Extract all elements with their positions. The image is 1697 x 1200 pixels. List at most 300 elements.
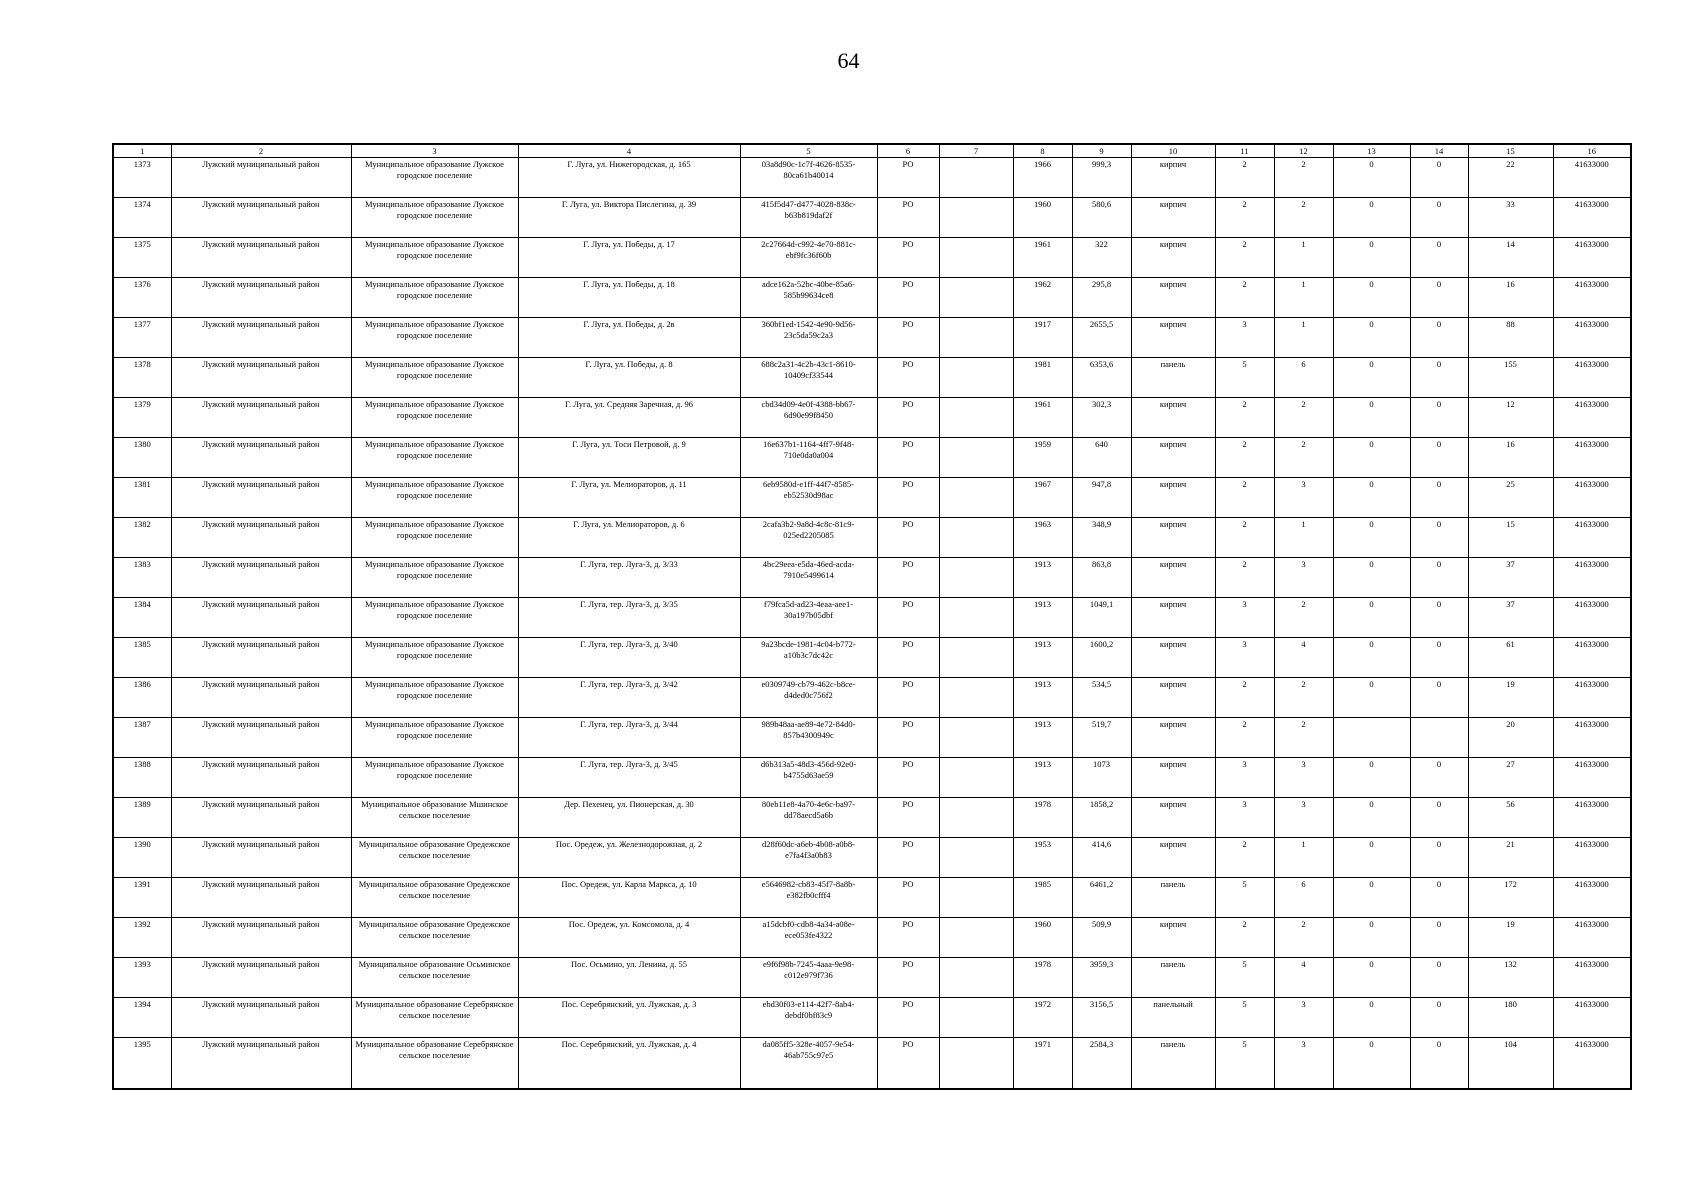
column-number-header: 3 — [351, 144, 518, 158]
table-cell: кирпич — [1131, 158, 1215, 198]
table-cell: 302,3 — [1072, 398, 1131, 438]
table-cell — [939, 158, 1013, 198]
table-cell: 0 — [1410, 318, 1468, 358]
table-row — [113, 798, 1631, 838]
table-cell: 1381 — [113, 478, 171, 518]
table-cell: e9f6f98b-7245-4aaa-9e98-c012e979f736 — [740, 958, 877, 998]
table-cell: 0 — [1410, 878, 1468, 918]
table-cell: 1385 — [113, 638, 171, 678]
table-cell: панель — [1131, 358, 1215, 398]
table-cell: 1966 — [1013, 158, 1072, 198]
table-cell: 37 — [1468, 598, 1553, 638]
table-row — [113, 198, 1631, 238]
table-cell: 5 — [1215, 878, 1274, 918]
table-cell: 19 — [1468, 918, 1553, 958]
table-cell: кирпич — [1131, 598, 1215, 638]
table-cell: Муниципальное образование Лужское городское поселение — [351, 718, 518, 758]
table-cell: кирпич — [1131, 758, 1215, 798]
table-cell: 509,9 — [1072, 918, 1131, 958]
table-cell: 22 — [1468, 158, 1553, 198]
column-number-header: 8 — [1013, 144, 1072, 158]
table-cell: кирпич — [1131, 678, 1215, 718]
table-cell: 41633000 — [1553, 518, 1631, 558]
table-cell: 3 — [1274, 1038, 1333, 1090]
table-cell: 2 — [1215, 438, 1274, 478]
table-row — [113, 238, 1631, 278]
table-cell: РО — [877, 958, 939, 998]
table-cell: 640 — [1072, 438, 1131, 478]
table-cell: Муниципальное образование Лужское городское поселение — [351, 478, 518, 518]
table-cell: 3 — [1215, 638, 1274, 678]
table-cell: 41633000 — [1553, 278, 1631, 318]
table-cell: 0 — [1410, 638, 1468, 678]
table-cell: 6eb9580d-e1ff-44f7-8585-eb52530d98ac — [740, 478, 877, 518]
table-cell: 2584,3 — [1072, 1038, 1131, 1090]
table-row — [113, 838, 1631, 878]
table-cell: 3 — [1215, 598, 1274, 638]
table-cell: 0 — [1410, 518, 1468, 558]
table-cell: 0 — [1333, 998, 1410, 1038]
table-header-row — [113, 144, 1631, 158]
table-cell: 15 — [1468, 518, 1553, 558]
table-cell: 2 — [1215, 398, 1274, 438]
table-cell: Г. Луга, ул. Победы, д. 18 — [518, 278, 740, 318]
table-cell: 2 — [1215, 918, 1274, 958]
table-cell: 0 — [1333, 1038, 1410, 1090]
table-cell: панель — [1131, 1038, 1215, 1090]
table-cell: 4 — [1274, 958, 1333, 998]
table-cell: 6 — [1274, 878, 1333, 918]
table-cell: adce162a-52bc-40be-85a6-585b99634ce8 — [740, 278, 877, 318]
table-cell: РО — [877, 838, 939, 878]
table-cell: 688c2a31-4c2b-43c1-8610-10409cf33544 — [740, 358, 877, 398]
table-cell: 2 — [1215, 278, 1274, 318]
table-cell: РО — [877, 1038, 939, 1090]
table-cell: f79fca5d-ad23-4eaa-aee1-30a197b05dbf — [740, 598, 877, 638]
table-cell: 16 — [1468, 278, 1553, 318]
table-cell: Муниципальное образование Серебрянское сельское поселение — [351, 1038, 518, 1090]
table-cell: 1960 — [1013, 198, 1072, 238]
table-cell: Лужский муниципальный район — [171, 238, 351, 278]
table-cell: 2 — [1215, 198, 1274, 238]
table-cell: Муниципальное образование Лужское городское поселение — [351, 198, 518, 238]
table-cell: Г. Луга, ул. Победы, д. 17 — [518, 238, 740, 278]
table-cell: 415f5d47-d477-4028-838c-b63b819daf2f — [740, 198, 877, 238]
table-cell: 1382 — [113, 518, 171, 558]
table-cell: 5 — [1215, 998, 1274, 1038]
table-cell: 3 — [1274, 478, 1333, 518]
table-row — [113, 918, 1631, 958]
table-cell: РО — [877, 438, 939, 478]
table-cell: РО — [877, 358, 939, 398]
table-cell: 1386 — [113, 678, 171, 718]
table-cell: 180 — [1468, 998, 1553, 1038]
table-cell: 2 — [1274, 158, 1333, 198]
table-cell: Лужский муниципальный район — [171, 598, 351, 638]
table-cell: кирпич — [1131, 718, 1215, 758]
table-cell: 0 — [1410, 158, 1468, 198]
table-cell: 1373 — [113, 158, 171, 198]
column-number-header: 1 — [113, 144, 171, 158]
table-cell: 519,7 — [1072, 718, 1131, 758]
table-cell: 0 — [1333, 958, 1410, 998]
table-cell: Лужский муниципальный район — [171, 638, 351, 678]
table-row — [113, 998, 1631, 1038]
table-cell: 41633000 — [1553, 798, 1631, 838]
table-row — [113, 478, 1631, 518]
table-cell: Лужский муниципальный район — [171, 198, 351, 238]
table-cell: Г. Луга, ул. Тоси Петровой, д. 9 — [518, 438, 740, 478]
table-cell: 3 — [1274, 998, 1333, 1038]
table-cell: Г. Луга, ул. Виктора Пислегина, д. 39 — [518, 198, 740, 238]
table-cell: 4 — [1274, 638, 1333, 678]
table-cell: 0 — [1333, 518, 1410, 558]
table-cell: 172 — [1468, 878, 1553, 918]
table-cell: 1387 — [113, 718, 171, 758]
table-cell: 3 — [1215, 758, 1274, 798]
table-cell: 0 — [1333, 638, 1410, 678]
table-cell: 0 — [1410, 198, 1468, 238]
table-cell — [939, 678, 1013, 718]
table-cell: Лужский муниципальный район — [171, 998, 351, 1038]
table-cell: РО — [877, 278, 939, 318]
table-cell: d6b313a5-48d3-456d-92e0-b4755d63ae59 — [740, 758, 877, 798]
table-cell: 0 — [1333, 558, 1410, 598]
table-cell: 1981 — [1013, 358, 1072, 398]
table-cell: кирпич — [1131, 558, 1215, 598]
table-cell: 1972 — [1013, 998, 1072, 1038]
table-cell: панельный — [1131, 998, 1215, 1038]
table-cell: 1390 — [113, 838, 171, 878]
table-row — [113, 958, 1631, 998]
table-cell — [939, 958, 1013, 998]
table-cell: Муниципальное образование Оредежское сельское поселение — [351, 878, 518, 918]
table-cell: 41633000 — [1553, 998, 1631, 1038]
table-cell: кирпич — [1131, 318, 1215, 358]
table-cell: Муниципальное образование Лужское городское поселение — [351, 438, 518, 478]
table-cell: 27 — [1468, 758, 1553, 798]
table-cell — [939, 838, 1013, 878]
table-cell: 348,9 — [1072, 518, 1131, 558]
table-cell: кирпич — [1131, 478, 1215, 518]
table-cell: панель — [1131, 878, 1215, 918]
table-cell: Муниципальное образование Лужское городское поселение — [351, 518, 518, 558]
table-cell: 3 — [1215, 798, 1274, 838]
table-cell: 0 — [1410, 958, 1468, 998]
table-row — [113, 638, 1631, 678]
table-cell: 1391 — [113, 878, 171, 918]
table-cell: 1913 — [1013, 638, 1072, 678]
column-number-header: 4 — [518, 144, 740, 158]
table-cell: 0 — [1410, 358, 1468, 398]
table-cell: кирпич — [1131, 278, 1215, 318]
table-cell — [939, 758, 1013, 798]
table-cell: Лужский муниципальный район — [171, 478, 351, 518]
table-cell: 132 — [1468, 958, 1553, 998]
table-cell: Муниципальное образование Оредежское сельское поселение — [351, 838, 518, 878]
table-cell: Лужский муниципальный район — [171, 838, 351, 878]
table-cell: РО — [877, 478, 939, 518]
column-number-header: 9 — [1072, 144, 1131, 158]
table-cell: 41633000 — [1553, 758, 1631, 798]
table-cell: 2c27664d-c992-4e70-881c-ebf9fc36f60b — [740, 238, 877, 278]
table-cell — [939, 278, 1013, 318]
table-cell: 19 — [1468, 678, 1553, 718]
column-number-header: 11 — [1215, 144, 1274, 158]
table-cell: кирпич — [1131, 918, 1215, 958]
register-table — [112, 143, 1632, 1090]
table-row — [113, 438, 1631, 478]
table-cell: 1600,2 — [1072, 638, 1131, 678]
table-cell — [939, 718, 1013, 758]
table-cell: Г. Луга, тер. Луга-3, д. 3/35 — [518, 598, 740, 638]
table-cell — [939, 638, 1013, 678]
table-cell: 1 — [1274, 838, 1333, 878]
table-cell: 1 — [1274, 238, 1333, 278]
table-cell: 863,8 — [1072, 558, 1131, 598]
table-cell: кирпич — [1131, 438, 1215, 478]
table-cell — [939, 358, 1013, 398]
table-cell: 41633000 — [1553, 398, 1631, 438]
table-cell — [939, 318, 1013, 358]
table-cell: 989b48aa-ae89-4e72-84d0-857b4300949c — [740, 718, 877, 758]
table-cell: e5646982-cb83-45f7-8a8b-e382fb0cfff4 — [740, 878, 877, 918]
table-cell: 41633000 — [1553, 958, 1631, 998]
table-cell: Муниципальное образование Лужское городское поселение — [351, 638, 518, 678]
table-cell: РО — [877, 678, 939, 718]
table-row — [113, 558, 1631, 598]
table-cell: d28f60dc-a6eb-4b08-a0b8-e7fa4f3a0b83 — [740, 838, 877, 878]
table-cell: Г. Луга, ул. Мелиораторов, д. 6 — [518, 518, 740, 558]
table-cell: Лужский муниципальный район — [171, 518, 351, 558]
table-cell: 2 — [1215, 718, 1274, 758]
table-cell: Пос. Осьмино, ул. Ленина, д. 55 — [518, 958, 740, 998]
table-cell: 41633000 — [1553, 838, 1631, 878]
table-cell: 2 — [1215, 158, 1274, 198]
table-cell: 1383 — [113, 558, 171, 598]
table-cell: 0 — [1333, 878, 1410, 918]
column-number-header: 13 — [1333, 144, 1410, 158]
table-cell: cbd34d09-4e0f-4388-bb67-6d90e99f8450 — [740, 398, 877, 438]
table-cell: 1 — [1274, 278, 1333, 318]
table-cell: 1961 — [1013, 398, 1072, 438]
table-cell: 1959 — [1013, 438, 1072, 478]
table-cell: Лужский муниципальный район — [171, 1038, 351, 1090]
table-cell: 1962 — [1013, 278, 1072, 318]
table-row — [113, 878, 1631, 918]
table-cell: Г. Луга, тер. Луга-3, д. 3/42 — [518, 678, 740, 718]
table-cell: 2 — [1274, 678, 1333, 718]
table-cell: 2 — [1274, 718, 1333, 758]
table-cell: 0 — [1410, 758, 1468, 798]
table-cell: 41633000 — [1553, 1038, 1631, 1090]
table-cell: 41633000 — [1553, 718, 1631, 758]
table-cell: 1978 — [1013, 958, 1072, 998]
table-cell: Лужский муниципальный район — [171, 398, 351, 438]
table-cell: 3 — [1274, 798, 1333, 838]
table-cell: 1379 — [113, 398, 171, 438]
table-cell: Г. Луга, ул. Средняя Заречная, д. 96 — [518, 398, 740, 438]
table-cell: 1971 — [1013, 1038, 1072, 1090]
table-cell: Пос. Серебрянский, ул. Лужская, д. 3 — [518, 998, 740, 1038]
table-cell: 3 — [1274, 758, 1333, 798]
table-cell: Муниципальное образование Осьминское сельское поселение — [351, 958, 518, 998]
table-cell: 1963 — [1013, 518, 1072, 558]
table-cell: 41633000 — [1553, 878, 1631, 918]
table-cell: 1380 — [113, 438, 171, 478]
table-cell: 1384 — [113, 598, 171, 638]
table-cell: РО — [877, 318, 939, 358]
table-cell: Лужский муниципальный район — [171, 718, 351, 758]
table-cell: Лужский муниципальный район — [171, 758, 351, 798]
table-cell — [939, 998, 1013, 1038]
table-cell: 0 — [1333, 398, 1410, 438]
table-cell: Лужский муниципальный район — [171, 358, 351, 398]
table-cell: Лужский муниципальный район — [171, 798, 351, 838]
column-number-header: 14 — [1410, 144, 1468, 158]
table-row — [113, 158, 1631, 198]
table-cell: 1376 — [113, 278, 171, 318]
table-cell: 0 — [1333, 798, 1410, 838]
table-cell: Лужский муниципальный район — [171, 958, 351, 998]
table-cell: кирпич — [1131, 198, 1215, 238]
table-cell: 2 — [1215, 238, 1274, 278]
table-cell: 1393 — [113, 958, 171, 998]
table-cell: РО — [877, 158, 939, 198]
table-cell: 1073 — [1072, 758, 1131, 798]
table-cell: 947,8 — [1072, 478, 1131, 518]
table-cell: 0 — [1333, 278, 1410, 318]
table-cell: 0 — [1333, 758, 1410, 798]
table-cell — [939, 918, 1013, 958]
table-cell: 0 — [1333, 478, 1410, 518]
column-number-header: 5 — [740, 144, 877, 158]
table-cell: 41633000 — [1553, 438, 1631, 478]
table-cell: РО — [877, 718, 939, 758]
table-cell: РО — [877, 238, 939, 278]
table-cell: 0 — [1410, 558, 1468, 598]
table-cell: 999,3 — [1072, 158, 1131, 198]
table-cell: 12 — [1468, 398, 1553, 438]
table-cell: 2 — [1215, 838, 1274, 878]
table-cell: кирпич — [1131, 838, 1215, 878]
table-row — [113, 318, 1631, 358]
table-cell: 0 — [1333, 598, 1410, 638]
table-cell: 2655,5 — [1072, 318, 1131, 358]
table-cell: Муниципальное образование Мшинское сельское поселение — [351, 798, 518, 838]
table-cell: Лужский муниципальный район — [171, 158, 351, 198]
table-cell: РО — [877, 598, 939, 638]
table-cell: 295,8 — [1072, 278, 1131, 318]
table-cell: 1049,1 — [1072, 598, 1131, 638]
table-cell: РО — [877, 198, 939, 238]
table-cell: 0 — [1410, 1038, 1468, 1090]
table-cell: 155 — [1468, 358, 1553, 398]
table-cell: 1913 — [1013, 598, 1072, 638]
table-cell: 5 — [1215, 1038, 1274, 1090]
table-cell: 03a8d90c-1c7f-4626-8535-80ca61b40014 — [740, 158, 877, 198]
table-cell: 3959,3 — [1072, 958, 1131, 998]
table-cell: 56 — [1468, 798, 1553, 838]
table-cell: 0 — [1410, 398, 1468, 438]
table-cell: 0 — [1333, 358, 1410, 398]
column-number-header: 16 — [1553, 144, 1631, 158]
column-number-header: 7 — [939, 144, 1013, 158]
table-cell: РО — [877, 798, 939, 838]
table-cell: 0 — [1410, 438, 1468, 478]
table-cell: Муниципальное образование Лужское городское поселение — [351, 278, 518, 318]
table-cell: Лужский муниципальный район — [171, 318, 351, 358]
table-cell: 9a23bcde-1981-4c04-b772-a10b3c7dc42c — [740, 638, 877, 678]
table-cell: 41633000 — [1553, 598, 1631, 638]
table-cell: Лужский муниципальный район — [171, 558, 351, 598]
table-cell: 2 — [1215, 678, 1274, 718]
table-cell: 41633000 — [1553, 478, 1631, 518]
table-cell: 0 — [1410, 678, 1468, 718]
table-cell: 37 — [1468, 558, 1553, 598]
table-cell: 41633000 — [1553, 918, 1631, 958]
table-cell: 1374 — [113, 198, 171, 238]
table-cell: Муниципальное образование Лужское городское поселение — [351, 358, 518, 398]
table-cell: Муниципальное образование Лужское городское поселение — [351, 758, 518, 798]
table-cell: 1858,2 — [1072, 798, 1131, 838]
table-cell: Лужский муниципальный район — [171, 438, 351, 478]
table-cell: Муниципальное образование Лужское городское поселение — [351, 158, 518, 198]
table-cell — [939, 198, 1013, 238]
table-cell — [1333, 718, 1410, 758]
table-cell: Г. Луга, тер. Луга-3, д. 3/40 — [518, 638, 740, 678]
page-number: 64 — [837, 48, 860, 73]
table-cell: 534,5 — [1072, 678, 1131, 718]
table-row — [113, 678, 1631, 718]
table-cell: 3 — [1215, 318, 1274, 358]
table-cell: 1960 — [1013, 918, 1072, 958]
table-cell: 0 — [1410, 998, 1468, 1038]
table-cell: Г. Луга, ул. Нижегородская, д. 165 — [518, 158, 740, 198]
table-cell: Лужский муниципальный район — [171, 678, 351, 718]
table-cell: 21 — [1468, 838, 1553, 878]
table-cell: 6461,2 — [1072, 878, 1131, 918]
table-cell — [1410, 718, 1468, 758]
table-cell: 0 — [1410, 478, 1468, 518]
table-cell: Муниципальное образование Лужское городское поселение — [351, 318, 518, 358]
table-cell: кирпич — [1131, 398, 1215, 438]
table-cell: 2 — [1274, 918, 1333, 958]
table-cell: 104 — [1468, 1038, 1553, 1090]
table-cell: 1913 — [1013, 758, 1072, 798]
table-cell: 1389 — [113, 798, 171, 838]
table-cell: ebd30f03-e114-42f7-8ab4-debdf0bf83c9 — [740, 998, 877, 1038]
table-row — [113, 598, 1631, 638]
table-row — [113, 718, 1631, 758]
table-cell: 0 — [1333, 318, 1410, 358]
table-cell: 0 — [1333, 438, 1410, 478]
table-cell: Пос. Оредеж, ул. Комсомола, д. 4 — [518, 918, 740, 958]
table-cell: 16 — [1468, 438, 1553, 478]
table-cell: 4bc29eea-e5da-46ed-acda-7910e5499614 — [740, 558, 877, 598]
table-row — [113, 518, 1631, 558]
table-cell: 41633000 — [1553, 558, 1631, 598]
table-cell: РО — [877, 518, 939, 558]
table-cell: 33 — [1468, 198, 1553, 238]
table-cell: 61 — [1468, 638, 1553, 678]
table-cell — [939, 518, 1013, 558]
table-cell: 0 — [1333, 158, 1410, 198]
column-number-header: 12 — [1274, 144, 1333, 158]
table-cell: 41633000 — [1553, 678, 1631, 718]
table-cell: 1913 — [1013, 678, 1072, 718]
table-cell: 2 — [1215, 478, 1274, 518]
